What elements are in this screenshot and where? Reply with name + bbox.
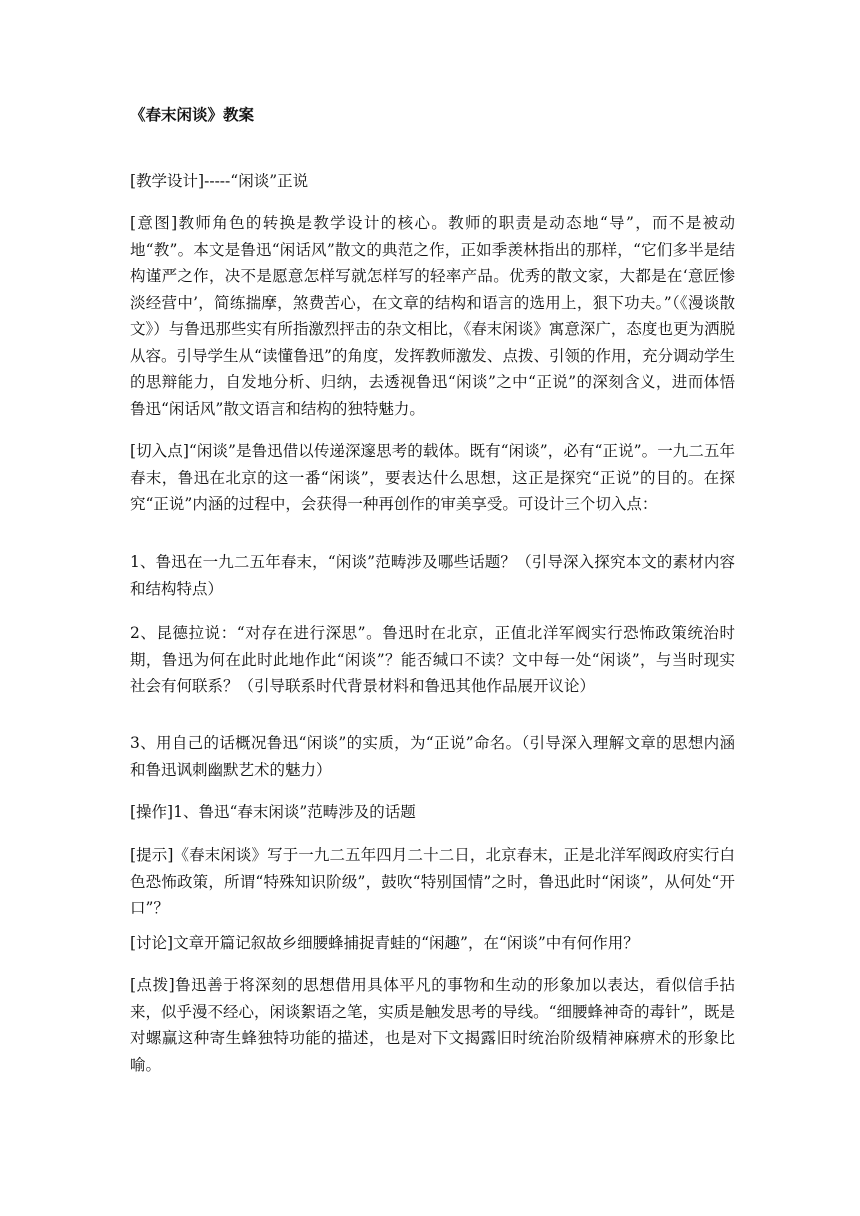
paragraph-point-2: 2、昆德拉说：“对存在进行深思”。鲁迅时在北京，正值北洋军阀实行恐怖政策统治时期，鲁迅为何在此时此地作此“闲谈”？能否缄口不读？文中每一处“闲谈”，与当时现实社会有何联系？（引导联系时代背景材料和鲁迅其他作品展开议论） bbox=[130, 624, 735, 695]
paragraph-point-3: 3、用自己的话概况鲁迅“闲谈”的实质，为“正说”命名。（引导深入理解文章的思想内涵和鲁迅讽刺幽默艺术的魅力） bbox=[130, 734, 735, 779]
paragraph-hint: [提示]《春末闲谈》写于一九二五年四月二十二日，北京春末，正是北洋军阀政府实行白色恐怖政策，所谓“特殊知识阶级”，鼓吹“特别国情”之时，鲁迅此时“闲谈”，从何处“开口”？ bbox=[130, 846, 735, 917]
paragraph-teaching-design: [教学设计]-----“闲谈”正说 bbox=[130, 172, 309, 190]
paragraph-point-1: 1、鲁迅在一九二五年春末，“闲谈”范畴涉及哪些话题？（引导深入探究本文的素材内容和结构特点） bbox=[130, 553, 735, 598]
paragraph-intent: [意图]教师角色的转换是教学设计的核心。教师的职责是动态地“导”，而不是被动地“教”。本文是鲁迅“闲话风”散文的典范之作，正如季羡林指出的那样，“它们多半是结构谨严之作，决不是愿意怎样写就怎样写的轻率产品。优秀的散文家，大都是在‘意匠惨淡经营中’，简练揣摩，煞费苦心，在文章的结构和语言的选用上，狠下功夫。”（《漫谈散文》）与鲁迅那些实有所指激烈抨击的杂文相比，《春末闲谈》寓意深广，态度也更为洒脱从容。引导学生从“读懂鲁迅”的角度，发挥教师激发、点拨、引领的作用，充分调动学生的思辩能力，自发地分析、归纳，去透视鲁迅“闲谈”之中“正说”的深刻含义，进而体悟鲁迅“闲话风”散文语言和结构的独特魅力。 bbox=[130, 214, 735, 418]
document-title: 《春末闲谈》教案 bbox=[130, 106, 255, 124]
paragraph-discussion: [讨论]文章开篇记叙故乡细腰蜂捕捉青蛙的“闲趣”，在“闲谈”中有何作用？ bbox=[130, 934, 639, 952]
paragraph-operation: [操作]1、鲁迅“春末闲谈”范畴涉及的话题 bbox=[130, 803, 416, 821]
paragraph-entry-point: [切入点]“闲谈”是鲁迅借以传递深邃思考的载体。既有“闲谈”，必有“正说”。一九二五年春末，鲁迅在北京的这一番“闲谈”，要表达什么思想，这正是探究“正说”的目的。在探究“正说”内涵的过程中，会获得一种再创作的审美享受。可设计三个切入点： bbox=[130, 442, 735, 513]
paragraph-guidance: [点拨]鲁迅善于将深刻的思想借用具体平凡的事物和生动的形象加以表达，看似信手拈来，似乎漫不经心，闲谈絮语之笔，实质是触发思考的导线。“细腰蜂神奇的毒针”，既是对螺赢这种寄生蜂独特功能的描述，也是对下文揭露旧时统治阶级精神麻痹术的形象比喻。 bbox=[130, 976, 735, 1074]
